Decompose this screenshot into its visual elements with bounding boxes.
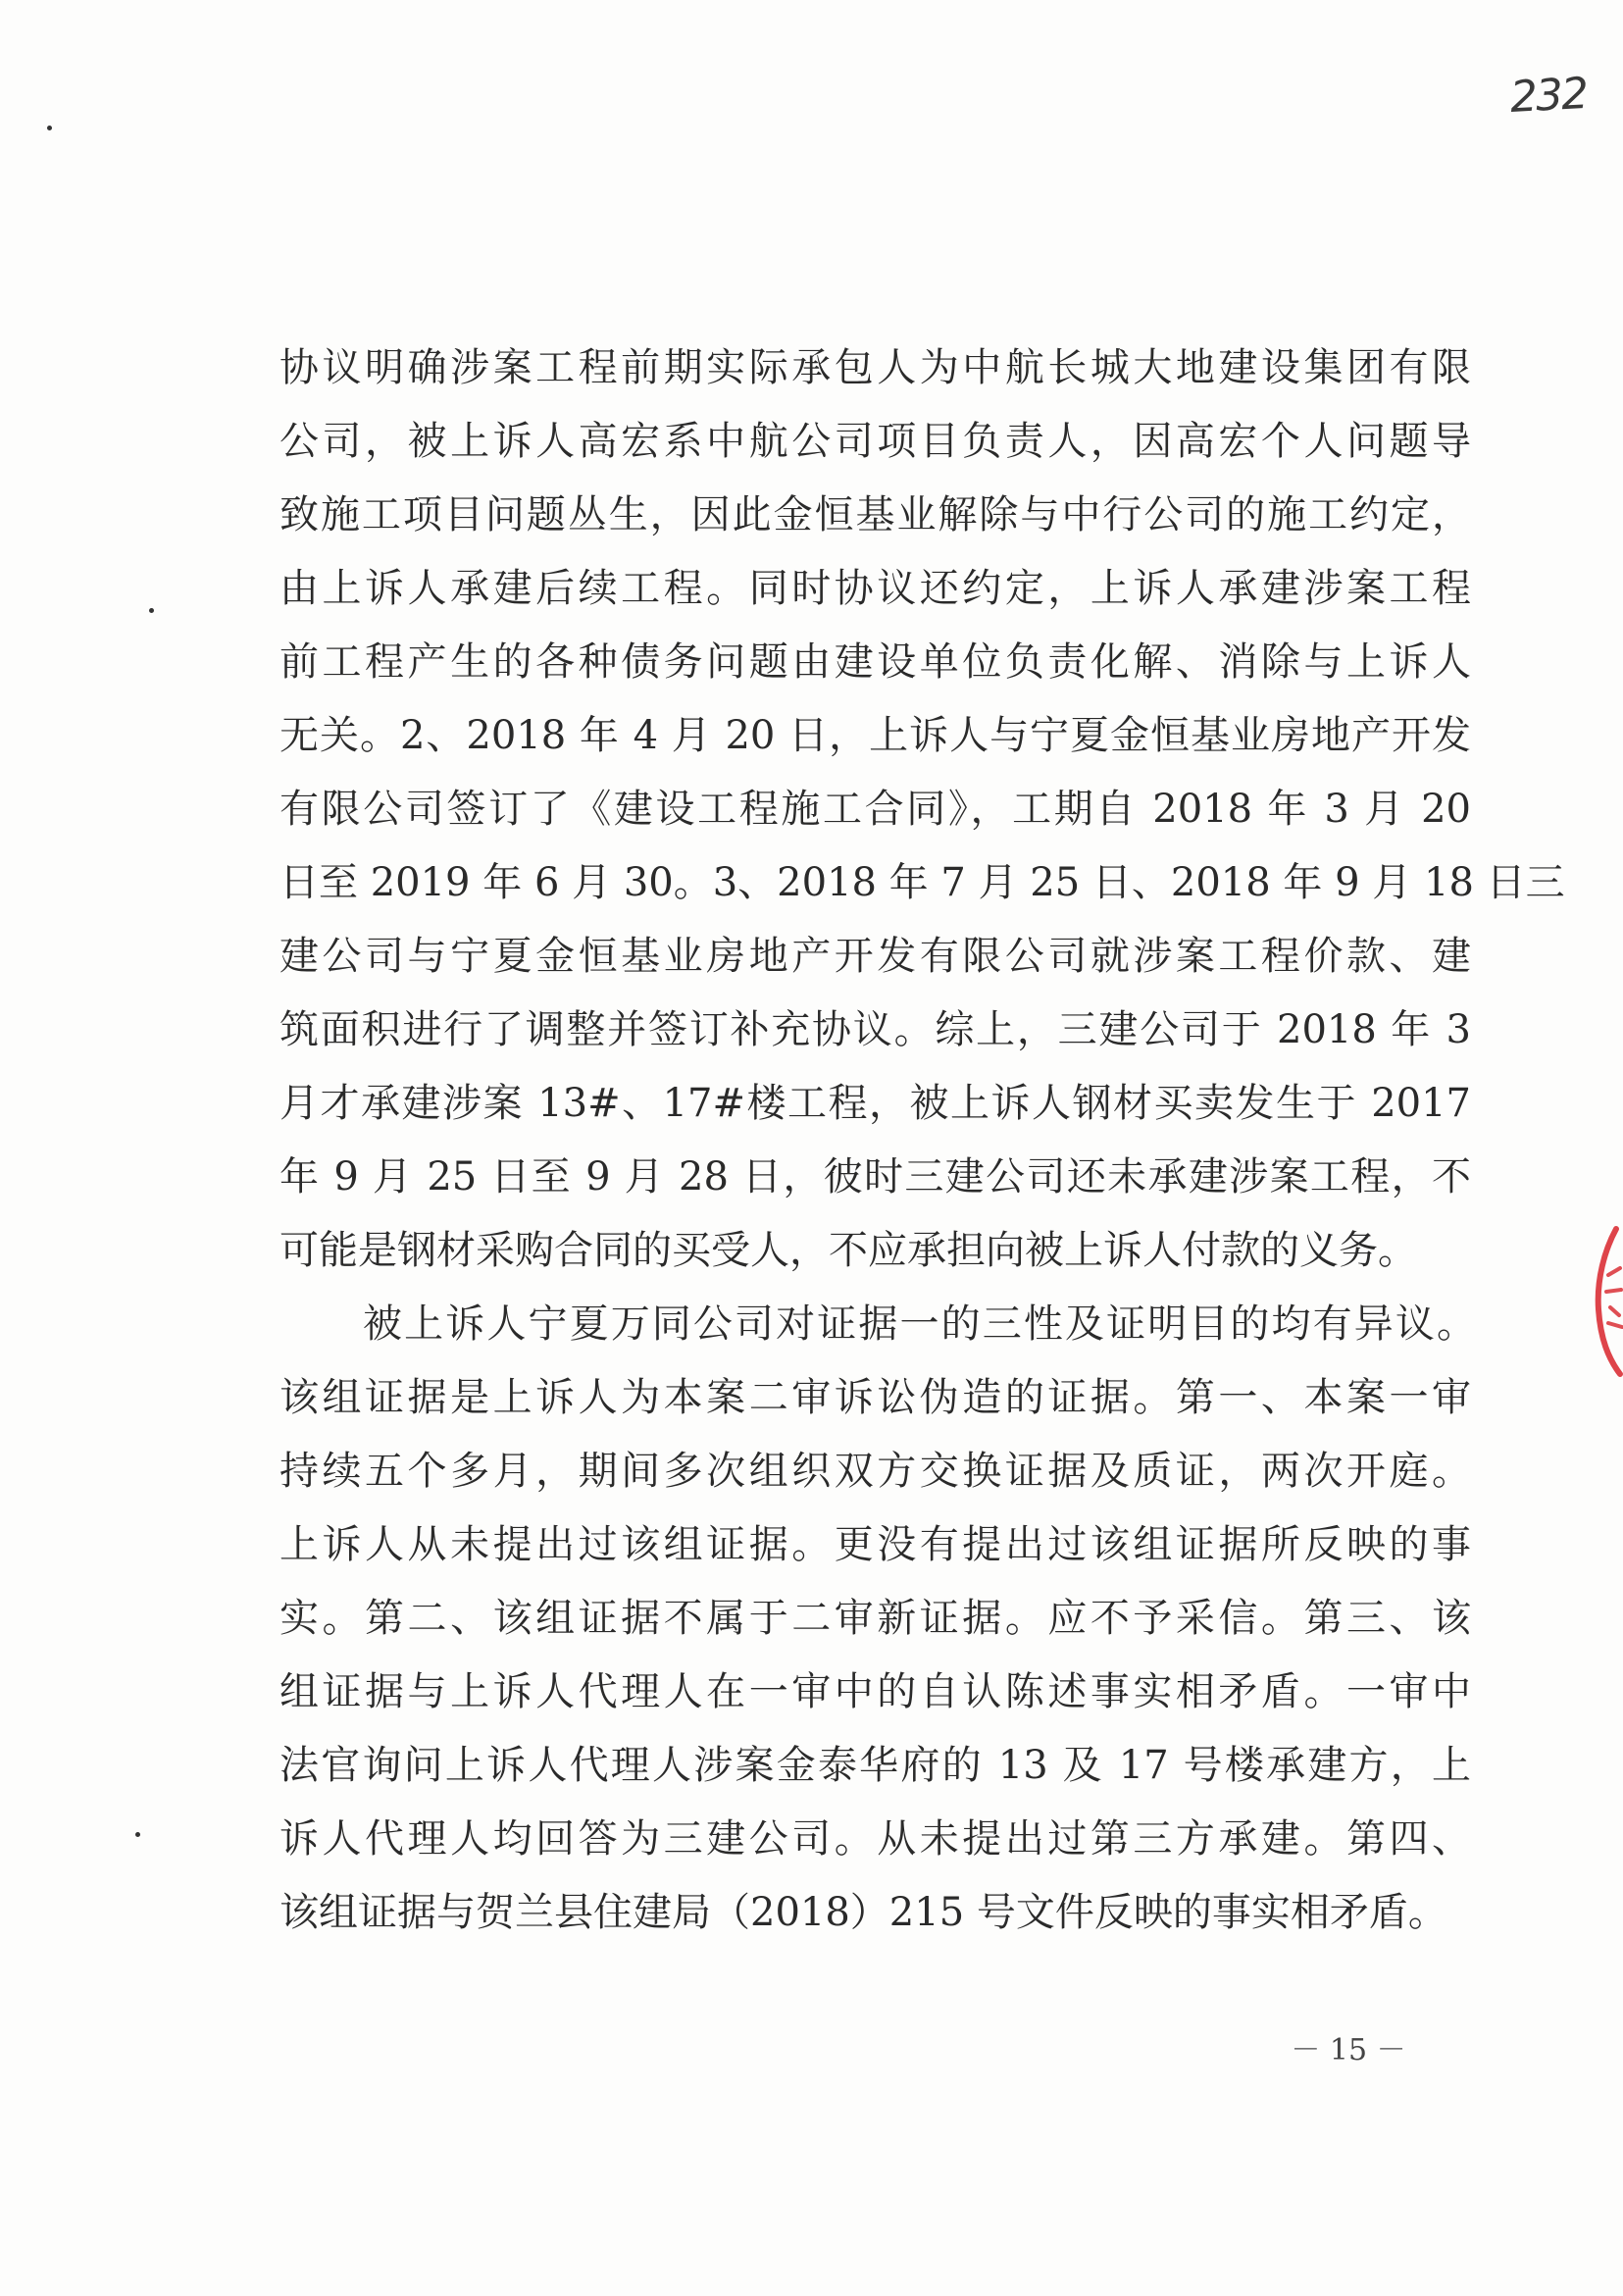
scan-speck: [149, 608, 154, 613]
text-line: 诉人代理人均回答为三建公司。从未提出过第三方承建。第四、: [279, 1816, 1471, 1862]
text-line: 日至 2019 年 6 月 30。3、2018 年 7 月 25 日、2018 年 9 月 18 日三: [279, 860, 1565, 905]
scan-speck: [135, 1832, 140, 1837]
text-line: 月才承建涉案 13#、17#楼工程，被上诉人钢材买卖发生于 2017: [279, 1081, 1471, 1126]
text-line: 法官询问上诉人代理人涉案金泰华府的 13 及 17 号楼承建方，上: [279, 1743, 1471, 1788]
text-line: 被上诉人宁夏万同公司对证据一的三性及证明目的均有异议。: [363, 1301, 1476, 1347]
scan-speck: [47, 126, 52, 130]
handwritten-page-number: 232: [1508, 68, 1589, 124]
text-line: 该组证据是上诉人为本案二审诉讼伪造的证据。第一、本案一审: [279, 1375, 1471, 1420]
seal-stamp-edge: [1587, 1221, 1623, 1378]
text-line: 可能是钢材采购合同的买受人，不应承担向被上诉人付款的义务。: [279, 1228, 1417, 1273]
text-line: 实。第二、该组证据不属于二审新证据。应不予采信。第三、该: [279, 1596, 1471, 1641]
text-line: 无关。2、2018 年 4 月 20 日，上诉人与宁夏金恒基业房地产开发: [279, 713, 1471, 758]
text-line: 致施工项目问题丛生，因此金恒基业解除与中行公司的施工约定，: [279, 492, 1471, 537]
text-line: 建公司与宁夏金恒基业房地产开发有限公司就涉案工程价款、建: [279, 934, 1471, 979]
text-line: 协议明确涉案工程前期实际承包人为中航长城大地建设集团有限: [279, 345, 1471, 390]
text-line: 筑面积进行了调整并签订补充协议。综上，三建公司于 2018 年 3: [279, 1007, 1471, 1052]
text-line: 上诉人从未提出过该组证据。更没有提出过该组证据所反映的事: [279, 1522, 1471, 1567]
text-line: 该组证据与贺兰县住建局（2018）215 号文件反映的事实相矛盾。: [279, 1890, 1447, 1935]
text-line: 组证据与上诉人代理人在一审中的自认陈述事实相矛盾。一审中: [279, 1669, 1471, 1714]
text-line: 持续五个多月，期间多次组织双方交换证据及质证，两次开庭。: [279, 1449, 1471, 1494]
text-line: 年 9 月 25 日至 9 月 28 日，彼时三建公司还未承建涉案工程，不: [279, 1154, 1471, 1199]
text-line: 公司，被上诉人高宏系中航公司项目负责人，因高宏个人问题导: [279, 419, 1471, 464]
page-number: － 15 －: [1291, 2033, 1406, 2067]
text-line: 有限公司签订了《建设工程施工合同》，工期自 2018 年 3 月 20: [279, 787, 1471, 832]
text-line: 由上诉人承建后续工程。同时协议还约定，上诉人承建涉案工程: [279, 566, 1471, 611]
text-line: 前工程产生的各种债务问题由建设单位负责化解、消除与上诉人: [279, 639, 1471, 685]
